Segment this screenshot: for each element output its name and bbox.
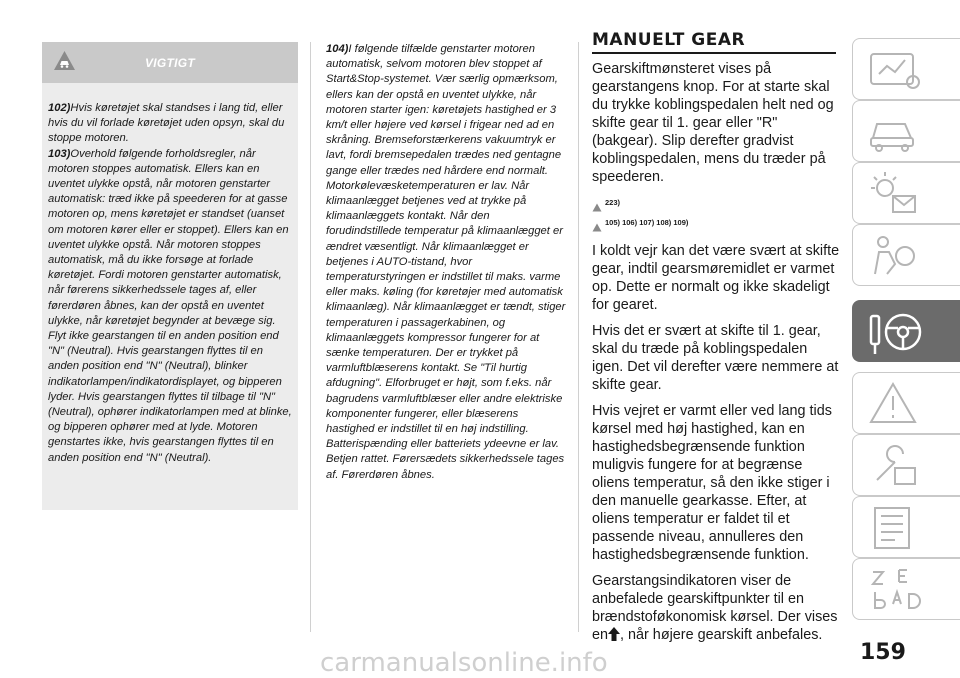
tab-index[interactable] bbox=[852, 558, 960, 620]
watermark: carmanualsonline.info bbox=[320, 648, 608, 678]
paragraph-1: Gearskiftmønsteret vises på gearstangens knop. For at starte skal du trykke koblingspedalen helt ned og skifte gear til 1. gear eller "R" (bakgear). Slip derefter gradvist koblingspedalen, mens du træder på speederen. bbox=[592, 61, 834, 185]
paragraph-5: Gearstangsindikatoren viser de anbefalede gearskiftpunkter til en brændstoføkonomisk kørsel. Der vises en , når højere gearskift anbefales. bbox=[592, 573, 838, 643]
tab-wrench-icon bbox=[865, 440, 925, 492]
tab-lights-mail[interactable] bbox=[852, 162, 960, 224]
note-104: 104)I følgende tilfælde genstarter motoren automatisk, selvom motoren blev stoppet af Start&Stop-systemet. Vær særlig opmærksom, ellers kan der opstå en uventet ulykke, når motoren starter igen: køretøjets hastighed er 3 km/t eller højere ved kørsel i frigear ned ad en skråning. Bremseforstærkerens vakuumtryk er lavt, fordi bremsepedalen trædes ned gentagne gange eller trædes ned hårdere end normalt. Motorkølevæsketemperaturen er lav. Når klimaanlægget betjenes ved at trykke på klimaanlæggets kontakt. Når den forudindstillede temperatur på klimaanlægget er ændret væsentligt. Når klimaanlægget er betjenes i AUTO-tistand, hvor temperaturstyringen er indstillet til maks. varme eller maks. køling (for køretøjer med automatisk klimaanlæg). Når klimaanlægget er tændt, stiger temperaturen i passagerkabinen, og klimaanlæggets kompressor fungerer for at sænke temperaturen. Der er trykket på varmluftblæserens kontakt. Se "Til hurtig afdugning". Elforbruget er højt, som f.eks. når bagrudens varmluftblæser eller andre elektriske komponenter fungerer, eller blæserens hastighed er indstillet til en høj indstilling. Batterispænding eller batteriets ydeevne er lav. Betjen rattet. Førersædets sikkerhedssele tages af. Førerdøren åbnes. bbox=[326, 43, 566, 481]
warning-body bbox=[48, 101, 294, 466]
tab-checklist-icon bbox=[865, 502, 925, 554]
tab-warning-icon bbox=[865, 378, 925, 430]
paragraph-2: I koldt vejr kan det være svært at skifte gear, indtil gearsmøremidlet er varmet op. Dette er normalt og ikke skadeligt for gearet. bbox=[592, 243, 840, 313]
tab-key-wheel-icon bbox=[865, 306, 927, 360]
manual-gear-section bbox=[592, 30, 842, 652]
tab-airbag[interactable] bbox=[852, 224, 960, 286]
tab-technical-data[interactable] bbox=[852, 496, 960, 558]
section-title: MANUELT GEAR bbox=[592, 30, 836, 54]
warning-title: VIGTIGT bbox=[144, 56, 196, 70]
column-divider-1 bbox=[310, 42, 311, 632]
column-divider-2 bbox=[578, 42, 579, 632]
tab-lights-mail-icon bbox=[865, 168, 925, 220]
warning-box bbox=[42, 42, 298, 510]
reference-notes: 105) 106) 107) 108) 109) bbox=[592, 214, 842, 232]
tab-starting-driving[interactable] bbox=[852, 300, 960, 362]
tab-airbag-icon bbox=[865, 230, 925, 282]
tab-warning-lights[interactable] bbox=[852, 372, 960, 434]
warning-header bbox=[42, 42, 298, 83]
up-arrow-icon bbox=[608, 627, 620, 641]
warning-triangle-icon bbox=[592, 203, 602, 212]
paragraph-4: Hvis vejret er varmt eller ved lang tids kørsel med høj hastighed, kan en hastighedsbegrænsende funktion muligvis fungere for at begrænse oliens temperatur, så den ikke stiger i den manuelle gearkasse. Efter, at oliens temperatur er faldet til et passende niveau, annulleres den hastighedsbegrænsende funktion. bbox=[592, 403, 832, 563]
tab-index-icon bbox=[865, 564, 925, 616]
tab-car-icon bbox=[865, 106, 925, 158]
section-body bbox=[592, 60, 842, 644]
tab-dashboard[interactable] bbox=[852, 38, 960, 100]
paragraph-3: Hvis det er svært at skifte til 1. gear, skal du træde på koblingspedalen igen. Det vil derefter være nemmere at skifte gear. bbox=[592, 323, 839, 393]
note-103: 103)Overhold følgende forholdsregler, når motoren stoppes automatisk. Ellers kan en uventet ulykke opstå, når motoren genstarter automatisk: træd ikke på speederen for at gasse motoren op, mens køretøjet er standset (uanset om motoren kører eller er stoppet). Ellers kan en uventet ulykke opstå. Når motoren stoppes automatisk, må du ikke forsøge at forlade køretøjet. Fordi motoren genstarter automatisk, når førerens sikkerhedssele tages af, eller førerdøren åbnes, kan der opstå en uventet ulykke, når køretøjet begynder at bevæge sig. Flyt ikke gearstangen til en anden position end "N" (Neutral). Hvis gearstangen flyttes til en anden position end "N" (Neutral), blinker indikatorlampen/indikatordisplayet, og bipperen lyder. Hvis gearstangen flyttes til tilbage til "N" (Neutral), ophører indikatorlampen med at blinke, og bipperen ophører med at lyde. Motoren genstartes ikke, hvis gearstangen flyttes til en anden position end "N" (Neutral). bbox=[48, 147, 292, 464]
tab-maintenance[interactable] bbox=[852, 434, 960, 496]
tab-car[interactable] bbox=[852, 100, 960, 162]
warning-triangle-icon bbox=[592, 223, 602, 232]
reference-warning: 223) bbox=[592, 194, 842, 212]
note-102: 102)Hvis køretøjet skal standses i lang tid, eller hvis du vil forlade køretøjet uden opsyn, skal du stoppe motoren. bbox=[48, 102, 285, 145]
tab-dashboard-icon bbox=[865, 44, 925, 96]
page-number: 159 bbox=[860, 640, 906, 665]
